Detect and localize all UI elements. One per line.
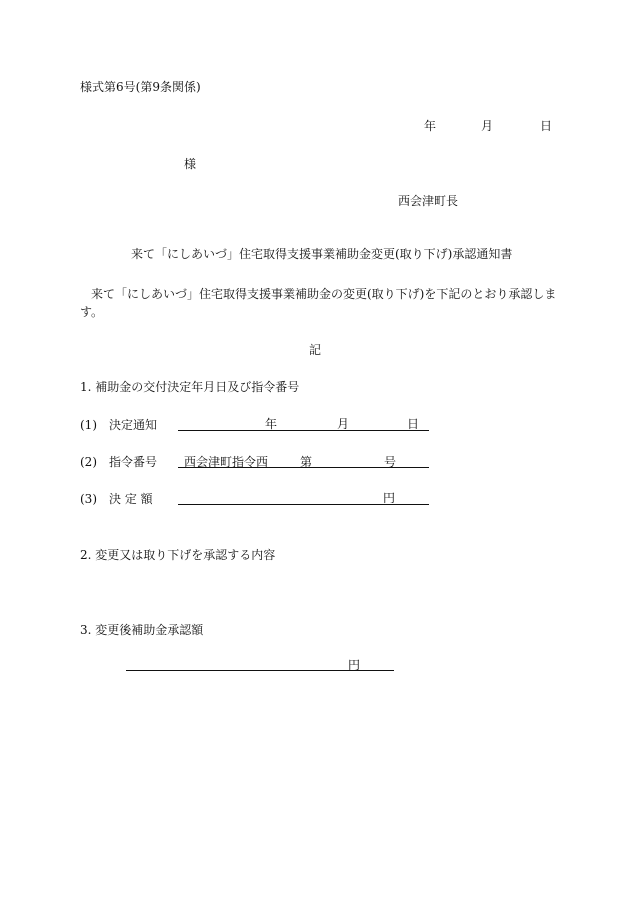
section-1-heading: 1. 補助金の交付決定年月日及び指令番号 [80,380,300,394]
item-2-dai: 第 [300,455,313,469]
section-3-yen: 円 [348,658,361,672]
section-3-underline [126,670,394,671]
date-month: 月 [481,119,494,133]
recipient-suffix: 様 [184,157,197,171]
item-1-number: (1) [80,418,97,432]
body-text-line-1: 来て「にしあいづ」住宅取得支援事業補助金の変更(取り下げ)を下記のとおり承認しま [91,287,557,301]
item-3-label: 決 定 額 [109,492,153,506]
item-1-underline [178,430,429,431]
issuer-name: 西会津町長 [398,194,459,208]
date-day: 日 [540,119,553,133]
document-title: 来て「にしあいづ」住宅取得支援事業補助金変更(取り下げ)承認通知書 [131,247,513,261]
item-2-prefix: 西会津町指令西 [184,455,269,469]
item-2-number: (2) [80,455,97,469]
item-2-go: 号 [384,455,397,469]
item-2-underline [178,467,429,468]
ki-heading: 記 [309,343,322,357]
date-year: 年 [424,119,437,133]
section-3-heading: 3. 変更後補助金承認額 [80,623,204,637]
item-1-day: 日 [407,417,420,431]
item-3-number: (3) [80,492,97,506]
item-2-label: 指令番号 [109,455,158,469]
form-number: 様式第6号(第9条関係) [80,80,201,94]
body-text-line-2: す。 [80,305,104,319]
item-3-underline [178,504,429,505]
item-1-label: 決定通知 [109,418,158,432]
item-3-yen: 円 [383,491,396,505]
item-1-year: 年 [265,417,278,431]
section-2-heading: 2. 変更又は取り下げを承認する内容 [80,548,276,562]
item-1-month: 月 [337,417,350,431]
